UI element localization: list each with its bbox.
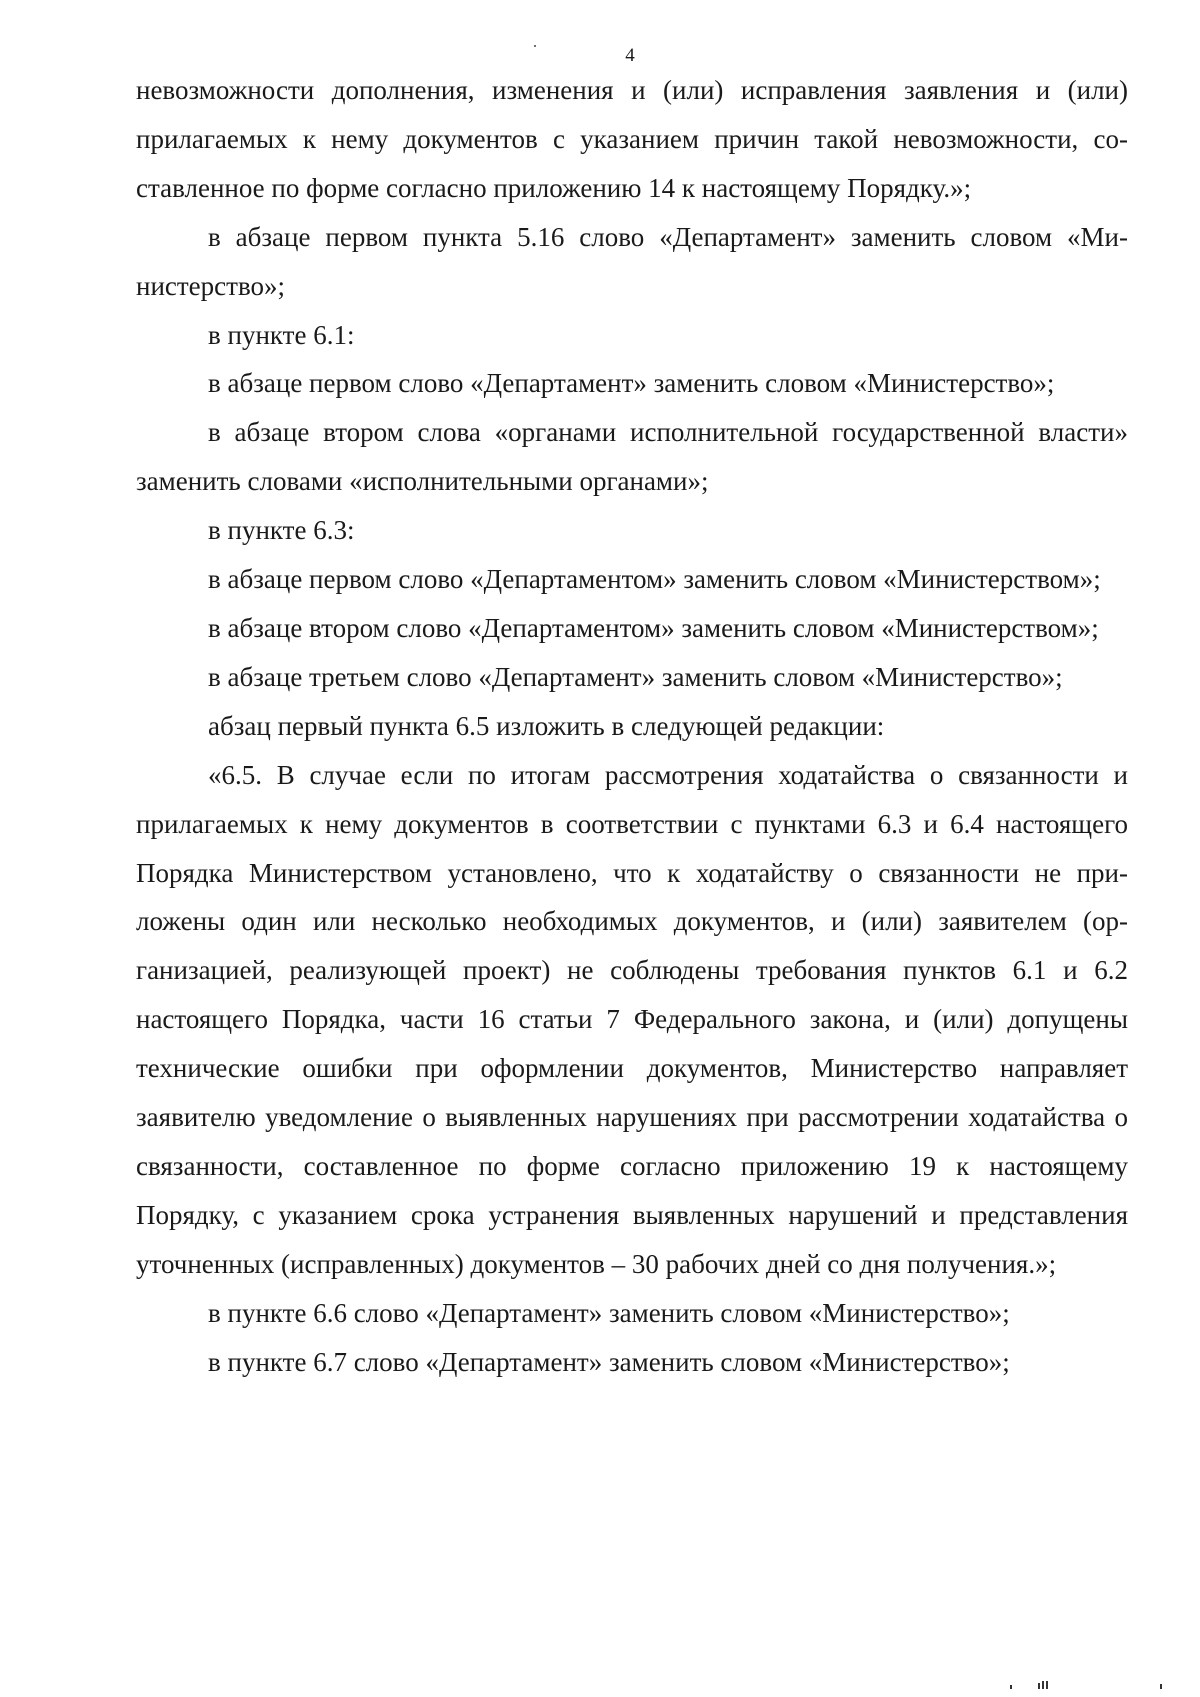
document-body bbox=[136, 66, 1128, 1386]
page-number: 4 bbox=[625, 45, 635, 66]
paragraph-6-1-first: в абзаце первом слово «Департамент» заменить словом «Министерство»; bbox=[208, 368, 1055, 399]
paragraph-6-3-third: в абзаце третьем слово «Департамент» заменить словом «Министерство»; bbox=[208, 661, 1063, 692]
paragraph-6-5-intro: абзац первый пункта 6.5 изложить в следующей редакции: bbox=[208, 710, 885, 741]
paragraph-6-7-amendment: в пункте 6.7 слово «Департамент» заменить словом «Министерство»; bbox=[208, 1346, 1010, 1377]
paragraph-6-5-new-text: «6.5. В случае если по итогам рассмотрения ходатайства о связанности и прилагаемых к нему документов в соответствии с пунктами 6.3 и 6.4 настоящего Порядка Министерством установлено, что к ходатайству о связанности не приложены один или несколько необходимых документов, и (или) заявителем (организацией, реализующей проект) не соблюдены требования пунктов 6.1 и 6.2 настоящего Порядка, части 16 статьи 7 Федерального закона, и (или) допущены технические ошибки при оформлении документов, Министерство направляет заявителю уведомление о выявленных нарушениях при рассмотрении ходатайства о связанности, составленное по форме согласно приложению 19 к настоящему Порядку, с указанием срока устранения выявленных нарушений и представления уточненных (исправленных) документов – 30 рабочих дней со дня получения.»; bbox=[136, 759, 1128, 1279]
scan-artifact-marks bbox=[1010, 1679, 1180, 1689]
paragraph-6-1-second: в абзаце втором слова «органами исполнительной государственной власти» заменить словами «исполнительными органами»; bbox=[136, 417, 1128, 497]
paragraph-6-3-second: в абзаце втором слово «Департаментом» заменить словом «Министерством»; bbox=[208, 612, 1099, 643]
paragraph-6-3-heading: в пункте 6.3: bbox=[208, 515, 355, 546]
paragraph-6-1-heading: в пункте 6.1: bbox=[208, 319, 355, 350]
paragraph-6-6-amendment: в пункте 6.6 слово «Департамент» заменить словом «Министерство»; bbox=[208, 1297, 1010, 1328]
paragraph-5-16-amendment: в абзаце первом пункта 5.16 слово «Департамент» заменить словом «Министерство»; bbox=[136, 221, 1128, 301]
paragraph-continuation: невозможности дополнения, изменения и (или) исправления заявления и (или) прилагаемых к нему документов с указанием причин такой невозможности, составленное по форме согласно приложению 14 к настоящему Порядку.»; bbox=[136, 75, 1128, 203]
paragraph-6-3-first: в абзаце первом слово «Департаментом» заменить словом «Министерством»; bbox=[208, 564, 1101, 595]
